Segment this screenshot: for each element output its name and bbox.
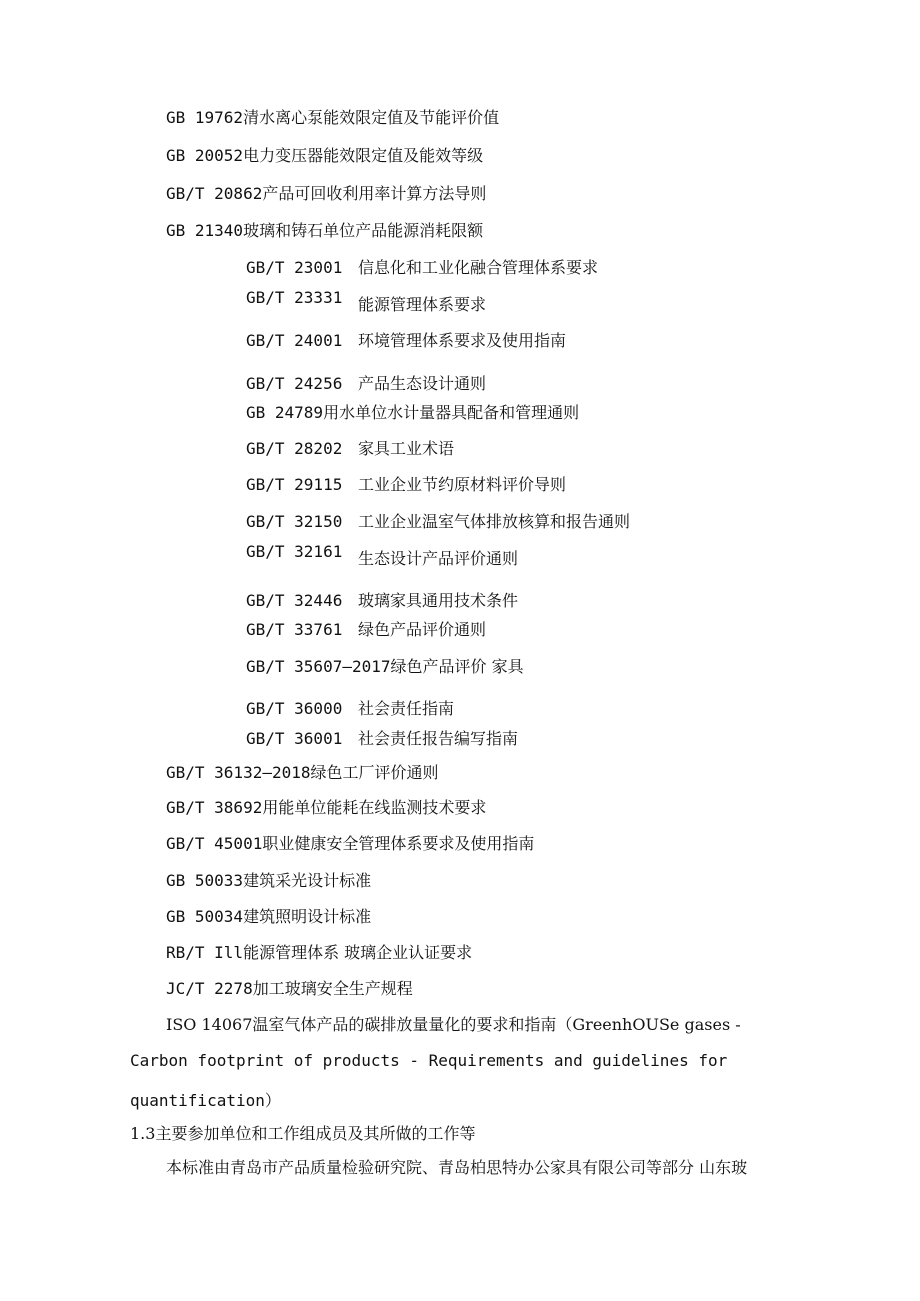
standard-item — [166, 221, 483, 241]
standard-code: GB/T 38692 — [166, 798, 263, 817]
standard-code: GB/T 32446 — [246, 591, 343, 610]
standard-code: GB/T 36000 — [246, 699, 343, 718]
standard-item — [166, 907, 371, 927]
standard-title: 用能单位能耗在线监测技术要求 — [262, 798, 487, 817]
standard-title: 玻璃家具通用技术条件 — [358, 591, 519, 610]
standard-code: GB 50034 — [166, 907, 244, 926]
standard-code: GB/T 29115 — [246, 475, 343, 494]
standard-code: GB/T 24256 — [246, 374, 343, 393]
standard-title: 加工玻璃安全生产规程 — [252, 979, 413, 998]
standard-code: GB/T 20862 — [166, 184, 263, 203]
section-heading: 1.3主要参加单位和工作组成员及其所做的工作等 — [130, 1124, 476, 1143]
standard-code: GB/T 28202 — [246, 439, 343, 458]
standard-title: 建筑采光设计标准 — [243, 871, 372, 890]
standard-title: 建筑照明设计标准 — [243, 907, 372, 926]
standard-code: GB/T 33761 — [246, 620, 343, 639]
standard-item — [166, 979, 413, 999]
standard-item — [246, 403, 579, 423]
standard-code: GB/T 45001 — [166, 834, 263, 853]
standard-title: 玻璃和铸石单位产品能源消耗限额 — [243, 221, 484, 240]
standard-title: 能源管理体系 玻璃企业认证要求 — [243, 943, 473, 962]
body-paragraph: 本标准由青岛市产品质量检验研究院、青岛柏思特办公家具有限公司等部分 山东玻 — [166, 1158, 748, 1177]
standard-item — [166, 184, 486, 204]
standard-code: GB/T 35607—2017 — [246, 657, 391, 676]
standard-title: 生态设计产品评价通则 — [358, 549, 519, 568]
standard-code: GB/T 32150 — [246, 512, 343, 531]
standard-title: 产品生态设计通则 — [358, 374, 487, 393]
standard-item — [246, 657, 524, 677]
standard-title: 绿色产品评价 家具 — [390, 657, 524, 676]
standard-code: GB/T 36001 — [246, 729, 343, 748]
standard-title: 清水离心泵能效限定值及节能评价值 — [243, 108, 500, 127]
standard-item — [166, 108, 499, 128]
iso-reference-line: ISO 14067温室气体产品的碳排放量量化的要求和指南（GreenhOUSe gases - — [166, 1015, 741, 1034]
standard-item — [166, 146, 483, 166]
standard-item — [166, 834, 534, 854]
standard-code: GB/T 24001 — [246, 331, 343, 350]
standard-item — [166, 798, 486, 818]
standard-title: 电力变压器能效限定值及能效等级 — [243, 146, 484, 165]
standard-title: 社会责任指南 — [358, 699, 455, 718]
standard-code: GB 21340 — [166, 221, 244, 240]
standard-code: GB 20052 — [166, 146, 244, 165]
standard-title: 绿色产品评价通则 — [358, 620, 487, 639]
standard-code: GB 19762 — [166, 108, 244, 127]
iso-reference-line: quantification） — [130, 1091, 281, 1110]
standard-item — [166, 763, 439, 783]
standard-code: GB/T 23001 — [246, 258, 343, 277]
iso-reference-line: Carbon footprint of products - Requirements and guidelines for — [130, 1051, 728, 1070]
standard-title: 产品可回收利用率计算方法导则 — [262, 184, 487, 203]
standard-code: GB/T 23331 — [246, 288, 343, 307]
standard-title: 用水单位水计量器具配备和管理通则 — [323, 403, 580, 422]
standard-title: 社会责任报告编写指南 — [358, 729, 519, 748]
standard-item — [166, 943, 472, 963]
standard-title: 能源管理体系要求 — [358, 295, 487, 314]
standard-code: RB/T Ill — [166, 943, 244, 962]
standard-title: 环境管理体系要求及使用指南 — [358, 331, 567, 350]
standard-title: 家具工业术语 — [358, 439, 455, 458]
standard-code: GB/T 32161 — [246, 542, 343, 561]
standard-title: 职业健康安全管理体系要求及使用指南 — [262, 834, 535, 853]
standard-code: GB 24789 — [246, 403, 324, 422]
standard-code: GB 50033 — [166, 871, 244, 890]
standard-code: GB/T 36132—2018 — [166, 763, 311, 782]
standard-title: 工业企业节约原材料评价导则 — [358, 475, 567, 494]
standard-title: 工业企业温室气体排放核算和报告通则 — [358, 512, 631, 531]
standard-title: 绿色工厂评价通则 — [310, 763, 439, 782]
standard-item — [166, 871, 371, 891]
standard-title: 信息化和工业化融合管理体系要求 — [358, 258, 599, 277]
standard-code: JC/T 2278 — [166, 979, 253, 998]
